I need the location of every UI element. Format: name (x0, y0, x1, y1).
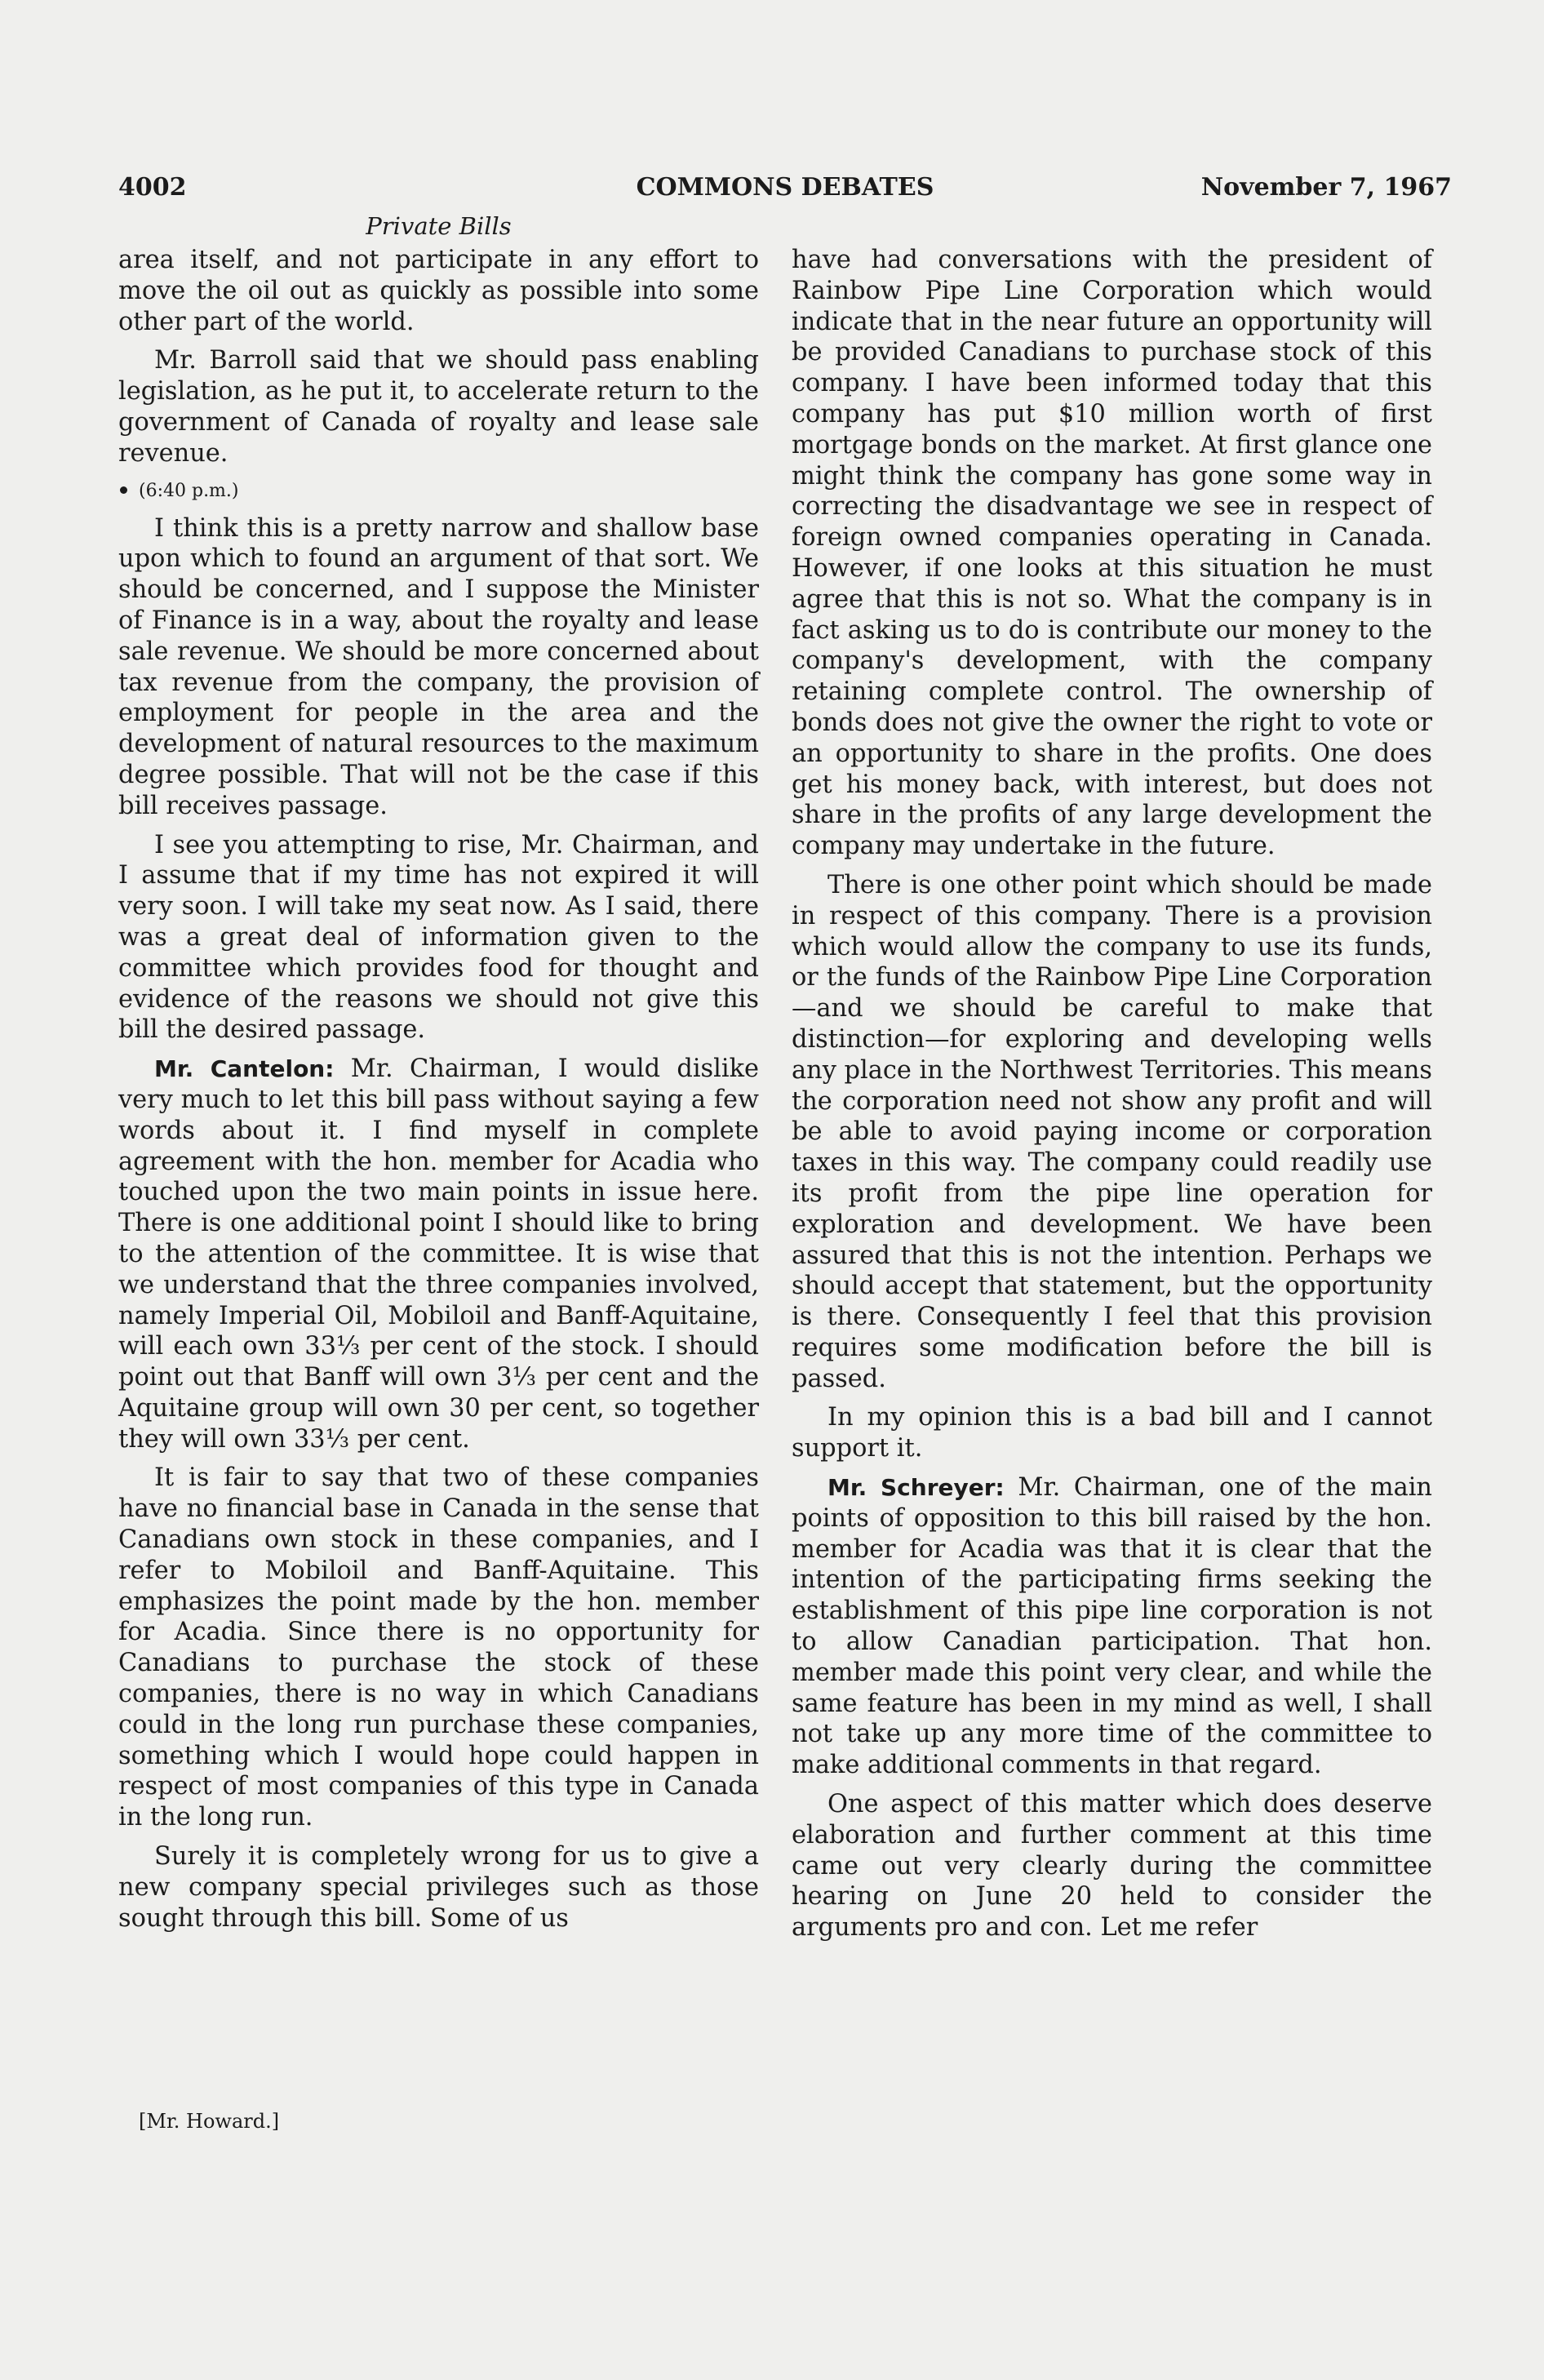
time-marker-text: (6:40 p.m.) (139, 480, 239, 501)
speech-text: Mr. Chairman, one of the main points of opposition to this bill raised by the hon. member for Acadia was that it is clear that the intention of the participating firms seeking the establishment of this pipe line corporation is not to allow Canadian participation. That hon. member made this point very clear, and while the same feature has been in my mind as well, I shall not take up any more time of the committee to make additional comments in that regard. (792, 1473, 1433, 1780)
speech-paragraph (118, 1054, 759, 1454)
left-column (118, 245, 759, 1942)
paragraph: One aspect of this matter which does deserve elaboration and further comment at this time came out very clearly during the committee hearing on June 20 held to consider the arguments pro and con. Let me refer (792, 1790, 1432, 1943)
paragraph: I see you attempting to rise, Mr. Chairman, and I assume that if my time has not expired it will very soon. I will take my seat now. As I said, there was a great deal of information given to the committee which provides food for thought and evidence of the reasons we should not give this bill the desired passage. (118, 830, 759, 1045)
paragraph: area itself, and not participate in any effort to move the oil out as quickly as possible into some other part of the world. (118, 246, 759, 336)
paragraph: Mr. Barroll said that we should pass enabling legislation, as he put it, to accelerate return to the government of Canada of royalty and lease sale revenue. (118, 346, 759, 468)
speaker-name: Mr. Cantelon: (154, 1055, 335, 1083)
paragraph: It is fair to say that two of these companies have no financial base in Canada in the sense that Canadians own stock in these companies, and I refer to Mobiloil and Banff-Aquitaine. This emphasizes the point made by the hon. member for Acadia. Since there is no opportunity for Canadians to purchase the stock of these companies, there is no way in which Canadians could in the long run purchase these companies, something which I would hope could happen in respect of most companies of this type in Canada in the long run. (118, 1463, 759, 1832)
publication-date: November 7, 1967 (1200, 173, 1452, 202)
time-marker (118, 477, 759, 505)
speech-text: Mr. Chairman, I would dislike very much to let this bill pass without saying a few words about it. I find myself in complete agreement with the hon. member for Acadia who touched upon the two main points in issue here. There is one additional point I should like to bring to the attention of the committee. It is wise that we understand that the three companies involved, namely Imperial Oil, Mobiloil and Banff-Aquitaine, will each own 33⅓ per cent of the stock. I should point out that Banff will own 3⅓ per cent and the Aquitaine group will own 30 per cent, so together they will own 33⅓ per cent. (118, 1055, 759, 1454)
section-subheader: Private Bills (366, 212, 512, 240)
paragraph: In my opinion this is a bad bill and I cannot support it. (792, 1403, 1432, 1463)
paragraph: have had conversations with the president of Rainbow Pipe Line Corporation which would indicate that in the near future an opportunity will be provided Canadians to purchase stock of this company. I have been informed today that this company has put $10 million worth of first mortgage bonds on the market. At first glance one might think the company has gone some way in correcting the disadvantage we see in respect of foreign owned companies operating in Canada. However, if one looks at this situation he must agree that this is not so. What the company is in fact asking us to do is contribute our money to the company's development, with the company retaining complete control. The ownership of bonds does not give the owner the right to vote or an opportunity to share in the profits. One does get his money back, with interest, but does not share in the profits of any large development the company may undertake in the future. (792, 246, 1432, 861)
publication-title: COMMONS DEBATES (636, 173, 934, 202)
paragraph: There is one other point which should be made in respect of this company. There is a provision which would allow the company to use its funds, or the funds of the Rainbow Pipe Line Corporation—and we should be careful to make that distinction—for exploring and developing wells any place in the Northwest Territories. This means the corporation need not show any profit and will be able to avoid paying income or corporation taxes in this way. The company could readily use its profit from the pipe line operation for exploration and development. We have been assured that this is not the intention. Perhaps we should accept that statement, but the opportunity is there. Consequently I feel that this provision requires some modification before the bill is passed. (792, 870, 1432, 1393)
page-footer: [Mr. Howard.] (139, 2110, 280, 2133)
page-header (118, 173, 1452, 214)
right-column (792, 245, 1432, 1952)
speaker-name: Mr. Schreyer: (827, 1474, 1005, 1502)
speech-paragraph (792, 1472, 1432, 1781)
bullet-icon (120, 486, 127, 494)
paragraph: Surely it is completely wrong for us to give a new company special privileges such as those sought through this bill. Some of us (118, 1842, 759, 1933)
paragraph: I think this is a pretty narrow and shallow base upon which to found an argument of that sort. We should be concerned, and I suppose the Minister of Finance is in a way, about the royalty and lease sale revenue. We should be more concerned about tax revenue from the company, the provision of employment for people in the area and the development of natural resources to the maximum degree possible. That will not be the case if this bill receives passage. (118, 513, 759, 820)
page-number: 4002 (118, 173, 187, 202)
